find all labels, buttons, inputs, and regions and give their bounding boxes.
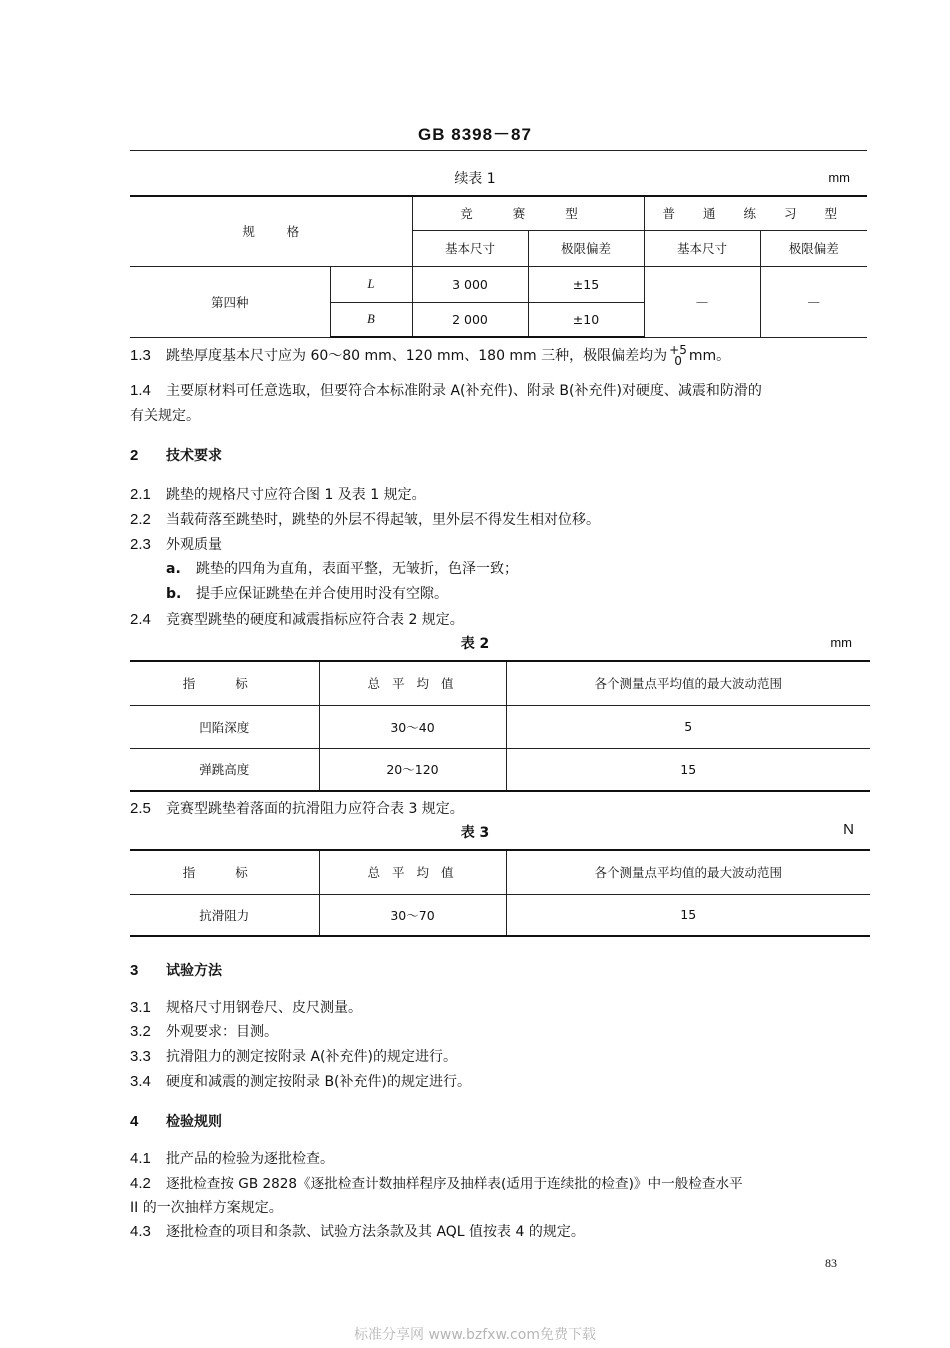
table3-row-range: 15 [506,894,870,936]
item-4-2-cont: II 的一次抽样方案规定。 [130,1200,283,1216]
item-4-2: 4.2 逐批检查按 GB 2828《逐批检查计数抽样程序及抽样表(适用于连续批的检查)》中一般检查水平 [130,1175,743,1192]
table3-header-indicator: 指 标 [130,850,319,894]
group-competition-header: 竞 赛 型 [412,196,644,230]
table3-caption: 表 3 [460,825,490,841]
section-4-heading: 4 检验规则 [130,1113,222,1130]
item-2-4: 2.4 竞赛型跳垫的硬度和减震指标应符合表 2 规定。 [130,611,464,628]
table2-header-mean: 总 平 均 值 [319,661,506,705]
item-2-2: 2.2 当载荷落至跳垫时，跳垫的外层不得起皱，里外层不得发生相对位移。 [130,511,600,528]
table2-row-mean: 30～40 [319,705,506,748]
table2-row-range: 5 [506,705,870,748]
tol-L: ±15 [528,266,644,302]
para-1-3: 1.3 跳垫厚度基本尺寸应为 60～80 mm、120 mm、180 mm 三种，极限偏差均为 +5 0 mm。 [130,343,731,368]
para-1-4-cont: 有关规定。 [130,408,200,424]
item-2-5: 2.5 竞赛型跳垫着落面的抗滑阻力应符合表 3 规定。 [130,800,464,817]
practice-size-empty: — [644,266,760,337]
table1-caption: 续表 1 [454,171,496,187]
table3-unit: N [843,821,854,838]
item-3-1: 3.1 规格尺寸用钢卷尺、皮尺测量。 [130,999,362,1016]
subcol-competition-size: 基本尺寸 [412,230,528,266]
item-4-3: 4.3 逐批检查的项目和条款、试验方法条款及其 AQL 值按表 4 的规定。 [130,1223,585,1240]
table2-row-label: 凹陷深度 [130,705,319,748]
size-B: 2 000 [412,302,528,337]
table2-caption: 表 2 [460,636,490,652]
table3 [130,849,870,937]
tolerance-stack: +5 0 [669,343,687,368]
table2-header-range: 各个测量点平均值的最大波动范围 [506,661,870,705]
table2 [130,660,870,792]
page-number: 83 [825,1256,837,1270]
practice-tol-empty: — [760,266,867,337]
size-L: 3 000 [412,266,528,302]
item-4-1: 4.1 批产品的检验为逐批检查。 [130,1150,334,1167]
tol-B: ±10 [528,302,644,337]
item-2-3-a: a. 跳垫的四角为直角，表面平整，无皱折，色泽一致； [166,561,518,577]
header-rule [130,150,867,151]
table1-unit: mm [828,170,850,185]
row-label-fourth-kind: 第四种 [130,266,330,337]
section-3-heading: 3 试验方法 [130,962,222,979]
section-2-heading: 2 技术要求 [130,447,222,464]
table1 [130,195,867,338]
table2-row-label: 弹跳高度 [130,748,319,791]
dim-L: L [330,266,412,302]
item-2-3-b: b. 提手应保证跳垫在并合使用时没有空隙。 [166,586,448,602]
subcol-competition-tol: 极限偏差 [528,230,644,266]
table2-header-indicator: 指 标 [130,661,319,705]
group-practice-header: 普 通 练 习 型 [644,196,867,230]
subcol-practice-size: 基本尺寸 [644,230,760,266]
table3-row-mean: 30～70 [319,894,506,936]
table2-unit: mm [830,635,852,650]
item-3-4: 3.4 硬度和减震的测定按附录 B(补充件)的规定进行。 [130,1073,471,1090]
table3-header-range: 各个测量点平均值的最大波动范围 [506,850,870,894]
item-3-2: 3.2 外观要求：目测。 [130,1023,278,1040]
item-2-3: 2.3 外观质量 [130,536,222,553]
dim-B: B [330,302,412,337]
footer-watermark: 标准分享网 www.bzfxw.com免费下载 [354,1327,596,1343]
table2-row-range: 15 [506,748,870,791]
table3-header-mean: 总 平 均 值 [319,850,506,894]
item-2-1: 2.1 跳垫的规格尺寸应符合图 1 及表 1 规定。 [130,486,426,503]
subcol-practice-tol: 极限偏差 [760,230,867,266]
table3-row-label: 抗滑阻力 [130,894,319,936]
item-3-3: 3.3 抗滑阻力的测定按附录 A(补充件)的规定进行。 [130,1048,457,1065]
spec-header: 规 格 [130,196,412,266]
para-1-4: 1.4 主要原材料可任意选取，但要符合本标准附录 A(补充件)、附录 B(补充件)对硬度、减震和防滑的 [130,382,762,399]
standard-number-header: GB 8398－87 [418,125,532,144]
table2-row-mean: 20～120 [319,748,506,791]
